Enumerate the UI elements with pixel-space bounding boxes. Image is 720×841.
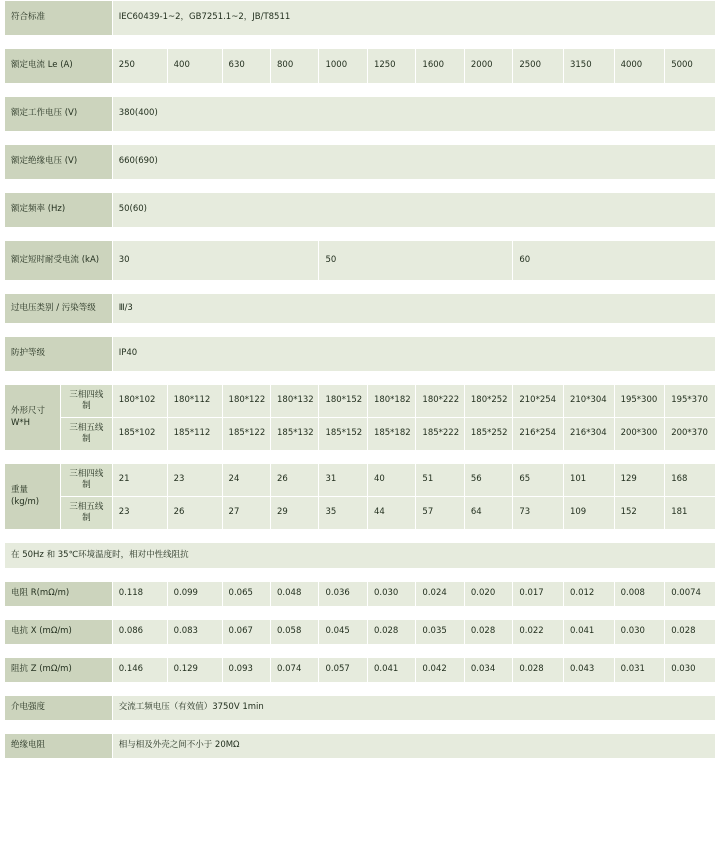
row-value-overvoltage-category: Ⅲ/3 [112, 294, 715, 324]
table-row [5, 337, 716, 372]
sub-label-three-phase-five-wire: 三相五线制 [61, 418, 113, 451]
cell-resistance: 0.118 [112, 582, 167, 607]
cell-weight: 65 [513, 464, 564, 497]
table-row [5, 464, 716, 497]
cell-weight: 64 [464, 497, 512, 530]
spacer [5, 645, 716, 658]
cell-dimension: 200*300 [614, 418, 665, 451]
cell-weight: 29 [271, 497, 319, 530]
cell-impedance: 0.031 [614, 658, 665, 683]
cell-dimension: 216*254 [513, 418, 564, 451]
spacer [5, 228, 716, 241]
cell-reactance: 0.045 [319, 620, 367, 645]
cell-reactance: 0.083 [167, 620, 222, 645]
table-row [5, 582, 716, 607]
specification-table [4, 0, 716, 759]
cell-impedance: 0.030 [665, 658, 716, 683]
cell-resistance: 0.0074 [665, 582, 716, 607]
cell-dimension: 185*182 [367, 418, 415, 451]
row-label-rated-frequency: 额定频率 (Hz) [5, 193, 113, 228]
cell-impedance: 0.042 [416, 658, 464, 683]
row-label-protection-degree: 防护等级 [5, 337, 113, 372]
cell-rated-current: 400 [167, 49, 222, 84]
cell-weight: 40 [367, 464, 415, 497]
row-label-resistance: 电阻 R(mΩ/m) [5, 582, 113, 607]
table-row [5, 497, 716, 530]
cell-resistance: 0.048 [271, 582, 319, 607]
cell-weight: 51 [416, 464, 464, 497]
table-row [5, 294, 716, 324]
cell-rated-current: 4000 [614, 49, 665, 84]
cell-impedance: 0.146 [112, 658, 167, 683]
cell-dimension: 195*370 [665, 385, 716, 418]
cell-resistance: 0.036 [319, 582, 367, 607]
sub-label-three-phase-four-wire: 三相四线制 [61, 385, 113, 418]
table-row [5, 385, 716, 418]
spacer [5, 530, 716, 543]
cell-dimension: 180*132 [271, 385, 319, 418]
table-row [5, 620, 716, 645]
cell-dimension: 200*370 [665, 418, 716, 451]
cell-rated-current: 250 [112, 49, 167, 84]
cell-rated-current: 5000 [665, 49, 716, 84]
sub-label-three-phase-four-wire: 三相四线制 [61, 464, 113, 497]
cell-dimension: 216*304 [563, 418, 614, 451]
cell-withstand-current: 60 [513, 241, 716, 281]
row-label-rated-current: 额定电流 Le (A) [5, 49, 113, 84]
cell-weight: 31 [319, 464, 367, 497]
cell-dimension: 180*102 [112, 385, 167, 418]
cell-rated-current: 800 [271, 49, 319, 84]
cell-resistance: 0.065 [222, 582, 270, 607]
cell-weight: 21 [112, 464, 167, 497]
cell-dimension: 180*252 [464, 385, 512, 418]
cell-rated-current: 1000 [319, 49, 367, 84]
cell-reactance: 0.028 [665, 620, 716, 645]
row-value-rated-frequency: 50(60) [112, 193, 715, 228]
cell-dimension: 180*182 [367, 385, 415, 418]
cell-reactance: 0.035 [416, 620, 464, 645]
table-row [5, 193, 716, 228]
row-label-weight: 重量 (kg/m) [5, 464, 61, 530]
cell-dimension: 185*112 [167, 418, 222, 451]
cell-rated-current: 2500 [513, 49, 564, 84]
row-label-dimensions: 外形尺寸 W*H [5, 385, 61, 451]
cell-resistance: 0.017 [513, 582, 564, 607]
cell-weight: 44 [367, 497, 415, 530]
cell-reactance: 0.028 [367, 620, 415, 645]
table-row [5, 696, 716, 721]
cell-resistance: 0.020 [464, 582, 512, 607]
spacer [5, 569, 716, 582]
cell-weight: 23 [112, 497, 167, 530]
cell-dimension: 185*152 [319, 418, 367, 451]
cell-impedance: 0.034 [464, 658, 512, 683]
row-label-overvoltage-category: 过电压类别 / 污染等级 [5, 294, 113, 324]
cell-impedance: 0.057 [319, 658, 367, 683]
table-row [5, 418, 716, 451]
spacer [5, 281, 716, 294]
cell-weight: 168 [665, 464, 716, 497]
table-row [5, 734, 716, 759]
spacer [5, 36, 716, 49]
cell-resistance: 0.024 [416, 582, 464, 607]
cell-weight: 109 [563, 497, 614, 530]
cell-withstand-current: 50 [319, 241, 513, 281]
cell-rated-current: 1250 [367, 49, 415, 84]
cell-weight: 57 [416, 497, 464, 530]
cell-weight: 23 [167, 464, 222, 497]
cell-dimension: 185*252 [464, 418, 512, 451]
spacer [5, 683, 716, 696]
row-label-short-time-withstand-current: 额定短时耐受电流 (kA) [5, 241, 113, 281]
cell-reactance: 0.028 [464, 620, 512, 645]
cell-weight: 26 [271, 464, 319, 497]
cell-weight: 26 [167, 497, 222, 530]
row-label-dielectric-strength: 介电强度 [5, 696, 113, 721]
cell-resistance: 0.012 [563, 582, 614, 607]
cell-weight: 181 [665, 497, 716, 530]
row-label-impedance: 阻抗 Z (mΩ/m) [5, 658, 113, 683]
row-label-standards: 符合标准 [5, 1, 113, 36]
table-row [5, 241, 716, 281]
cell-weight: 27 [222, 497, 270, 530]
row-value-rated-insulation-voltage: 660(690) [112, 145, 715, 180]
cell-impedance: 0.074 [271, 658, 319, 683]
cell-dimension: 210*304 [563, 385, 614, 418]
row-label-insulation-resistance: 绝缘电阻 [5, 734, 113, 759]
cell-weight: 73 [513, 497, 564, 530]
cell-rated-current: 1600 [416, 49, 464, 84]
table-row [5, 658, 716, 683]
cell-dimension: 180*152 [319, 385, 367, 418]
spacer [5, 324, 716, 337]
cell-reactance: 0.067 [222, 620, 270, 645]
table-row [5, 97, 716, 132]
impedance-note: 在 50Hz 和 35℃环境温度时，相对中性线阻抗 [5, 543, 716, 569]
cell-impedance: 0.093 [222, 658, 270, 683]
cell-weight: 101 [563, 464, 614, 497]
spacer [5, 180, 716, 193]
cell-reactance: 0.086 [112, 620, 167, 645]
row-label-rated-working-voltage: 额定工作电压 (V) [5, 97, 113, 132]
cell-resistance: 0.099 [167, 582, 222, 607]
cell-dimension: 180*122 [222, 385, 270, 418]
table-row [5, 1, 716, 36]
table-row [5, 49, 716, 84]
cell-impedance: 0.028 [513, 658, 564, 683]
row-value-insulation-resistance: 相与相及外壳之间不小于 20MΩ [112, 734, 715, 759]
cell-rated-current: 3150 [563, 49, 614, 84]
cell-resistance: 0.008 [614, 582, 665, 607]
cell-weight: 56 [464, 464, 512, 497]
spacer [5, 451, 716, 464]
cell-impedance: 0.041 [367, 658, 415, 683]
cell-weight: 24 [222, 464, 270, 497]
cell-withstand-current: 30 [112, 241, 319, 281]
spacer [5, 84, 716, 97]
sub-label-three-phase-five-wire: 三相五线制 [61, 497, 113, 530]
cell-weight: 35 [319, 497, 367, 530]
row-value-dielectric-strength: 交流工频电压（有效值）3750V 1min [112, 696, 715, 721]
cell-dimension: 185*102 [112, 418, 167, 451]
cell-dimension: 185*132 [271, 418, 319, 451]
cell-impedance: 0.043 [563, 658, 614, 683]
cell-weight: 152 [614, 497, 665, 530]
cell-dimension: 180*112 [167, 385, 222, 418]
cell-reactance: 0.022 [513, 620, 564, 645]
cell-resistance: 0.030 [367, 582, 415, 607]
table-row [5, 543, 716, 569]
row-label-rated-insulation-voltage: 额定绝缘电压 (V) [5, 145, 113, 180]
cell-dimension: 195*300 [614, 385, 665, 418]
cell-dimension: 180*222 [416, 385, 464, 418]
spacer [5, 132, 716, 145]
cell-weight: 129 [614, 464, 665, 497]
row-label-reactance: 电抗 X (mΩ/m) [5, 620, 113, 645]
spacer [5, 372, 716, 385]
row-value-rated-working-voltage: 380(400) [112, 97, 715, 132]
cell-dimension: 210*254 [513, 385, 564, 418]
cell-rated-current: 630 [222, 49, 270, 84]
row-value-protection-degree: IP40 [112, 337, 715, 372]
cell-reactance: 0.041 [563, 620, 614, 645]
table-row [5, 145, 716, 180]
cell-impedance: 0.129 [167, 658, 222, 683]
cell-dimension: 185*222 [416, 418, 464, 451]
spacer [5, 721, 716, 734]
row-value-standards: IEC60439-1~2，GB7251.1~2，JB/T8511 [112, 1, 715, 36]
spacer [5, 607, 716, 620]
cell-reactance: 0.058 [271, 620, 319, 645]
cell-rated-current: 2000 [464, 49, 512, 84]
cell-reactance: 0.030 [614, 620, 665, 645]
cell-dimension: 185*122 [222, 418, 270, 451]
